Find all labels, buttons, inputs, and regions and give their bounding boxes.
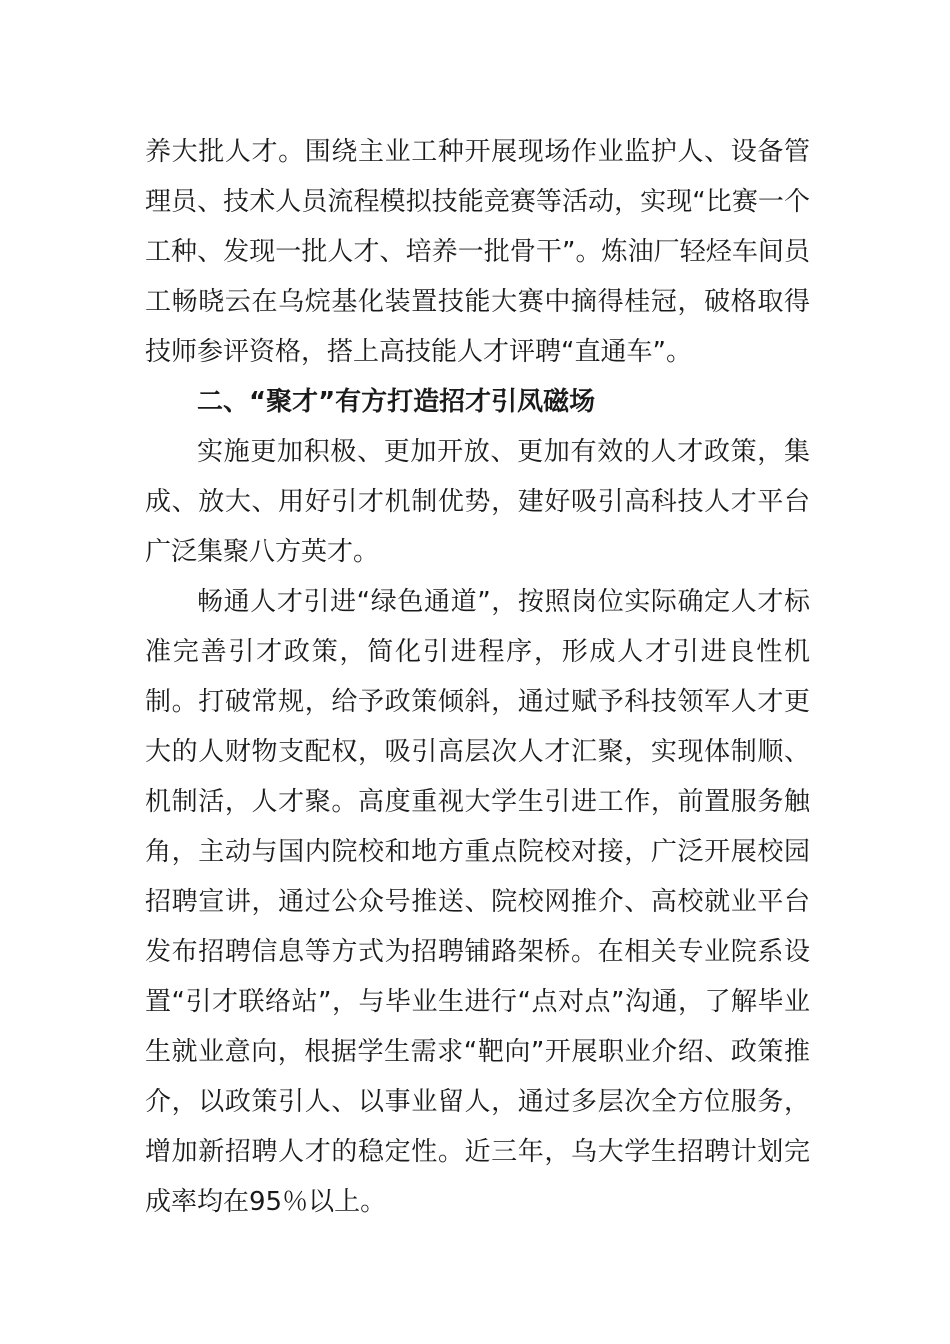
paragraph-green-channel: 畅通人才引进“绿色通道”，按照岗位实际确定人才标准完善引才政策，简化引进程序，形成人才引进良性机制。打破常规，给予政策倾斜，通过赋予科技领军人才更大的人财物支配权，吸引高层次人才汇聚，实现体制顺、机制活，人才聚。高度重视大学生引进工作，前置服务触角，主动与国内院校和地方重点院校对接，广泛开展校园招聘宣讲，通过公众号推送、院校网推介、高校就业平台发布招聘信息等方式为招聘铺路架桥。在相关专业院系设置“引才联络站”，与毕业生进行“点对点”沟通，了解毕业生就业意向，根据学生需求“靶向”开展职业介绍、政策推介，以政策引人、以事业留人，通过多层次全方位服务，增加新招聘人才的稳定性。近三年，乌大学生招聘计划完成率均在95％以上。 <box>145 587 810 1217</box>
paragraph-intro: 实施更加积极、更加开放、更加有效的人才政策，集成、放大、用好引才机制优势，建好吸引高科技人才平台广泛集聚八方英才。 <box>145 437 810 567</box>
document-body <box>145 127 810 1227</box>
paragraph-continuation: 养大批人才。围绕主业工种开展现场作业监护人、设备管理员、技术人员流程模拟技能竞赛等活动，实现“比赛一个工种、发现一批人才、培养一批骨干”。炼油厂轻烃车间员工畅晓云在乌烷基化装置技能大赛中摘得桂冠，破格取得技师参评资格，搭上高技能人才评聘“直通车”。 <box>145 137 810 367</box>
section-heading: 二、“聚才”有方打造招才引凤磁场 <box>197 387 596 417</box>
